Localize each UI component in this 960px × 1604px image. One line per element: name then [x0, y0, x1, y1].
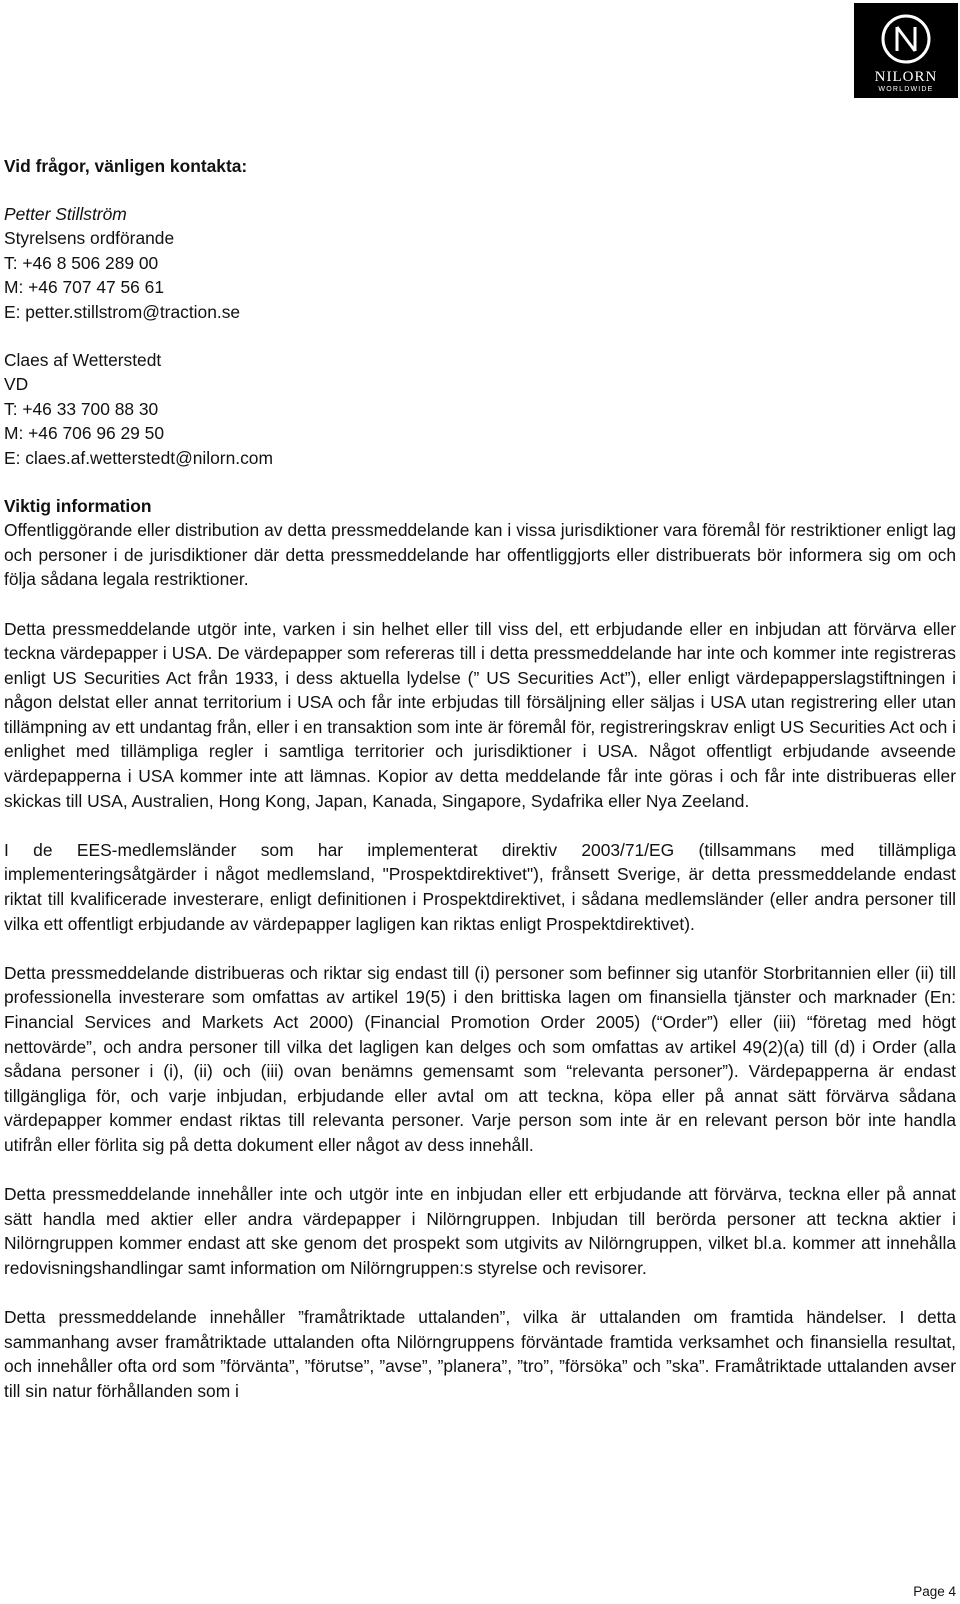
logo-brand: NILORN — [874, 69, 938, 85]
important-info-title: Viktig information — [4, 495, 152, 516]
contact-email[interactable]: E: petter.stillstrom@traction.se — [4, 301, 241, 322]
nilorn-monogram-icon — [880, 13, 932, 65]
contact-mobile: M: +46 706 96 29 50 — [4, 423, 165, 444]
logo-tagline: WORLDWIDE — [878, 86, 934, 93]
paragraph-restrictions: Offentliggörande eller distribution av detta pressmeddelande kan i vissa jurisdiktioner vara föremål för restriktioner enligt lag och personer i de jurisdiktioner där detta pressmeddelande har offentliggjorts eller distribuerats bör informera sig om och följa sådana legala restriktioner. — [4, 520, 956, 590]
contact-name: Claes af Wetterstedt — [4, 349, 162, 370]
paragraph-ees: I de EES-medlemsländer som har implementerat direktiv 2003/71/EG (tillsammans med tillämpliga implementeringsåtgärder i något medlemsland, "Prospektdirektivet"), frånsett Sverige, är detta pressmeddelande endast riktat till kvalificerade investerare, enligt definitionen i Prospektdirektivet, i sådana medlemsländer (eller andra personer till vilka ett offentligt erbjudande av värdepapper lagligen kan riktas enligt Prospektdirektivet). — [4, 839, 956, 934]
contact-phone: T: +46 33 700 88 30 — [4, 398, 159, 419]
paragraph-usa: Detta pressmeddelande utgör inte, varken i sin helhet eller till viss del, ett erbjudande eller en inbjudan att förvärva eller teckna värdepapper i USA. De värdepapper som refereras till i detta pressmeddelande har inte och kommer inte registreras enligt US Securities Act från 1933, i dess aktuella lydelse (” US Securities Act”), eller enligt värdepapperslagstiftningen i någon delstat eller annat territorium i USA och får inte erbjudas till försäljning eller säljas i USA utan registrering eller utan tillämpning av ett undantag från, eller i en transaktion som inte är föremål för, registreringskrav enligt US Securities Act och i enlighet med tillämpliga regler i samtliga territorier och jurisdiktioner i USA. Något offentligt erbjudande avseende värdepapperna i USA kommer inte att lämnas. Kopior av detta meddelande får inte göras i och får inte distribueras eller skickas till USA, Australien, Hong Kong, Japan, Kanada, Singapore, Sydafrika eller Nya Zeeland. — [4, 618, 956, 811]
contact-block-chairman — [4, 202, 956, 325]
page-number: Page 4 — [913, 1584, 956, 1599]
contact-block-ceo — [4, 348, 956, 471]
paragraph-forward-looking: Detta pressmeddelande innehåller ”framåtriktade uttalanden”, vilka är uttalanden om framtida händelser. I detta sammanhang avser framåtriktade uttalanden ofta Nilörngruppens förväntade framtida verksamhet och finansiella resultat, och innehåller ofta ord som ”förvänta”, ”förutse”, ”avse”, ”planera”, ”tro”, ”försöka” och ”ska”. Framåtriktade uttalanden avser till sin natur förhållanden som i — [4, 1307, 956, 1401]
contact-email[interactable]: E: claes.af.wetterstedt@nilorn.com — [4, 447, 273, 468]
paragraph-no-offer: Detta pressmeddelande innehåller inte och utgör inte en inbjudan eller ett erbjudande att förvärva, teckna eller på annat sätt handla med aktier eller andra värdepapper i Nilörngruppen. Inbjudan till berörda personer att teckna aktier i Nilörngruppen kommer endast att ske genom det prospekt som utgivits av Nilörngruppen, vilket bl.a. kommer att innehålla redovisningshandlingar samt information om Nilörngruppen:s styrelse och revisorer. — [4, 1184, 956, 1278]
contact-role: Styrelsens ordförande — [4, 228, 175, 249]
contact-name: Petter Stillström — [4, 203, 127, 224]
contact-mobile: M: +46 707 47 56 61 — [4, 277, 165, 298]
nilorn-logo — [854, 3, 958, 98]
contact-phone: T: +46 8 506 289 00 — [4, 252, 159, 273]
contact-role: VD — [4, 374, 29, 395]
document-body — [4, 154, 956, 1428]
contact-heading: Vid frågor, vänligen kontakta: — [4, 156, 248, 176]
paragraph-uk: Detta pressmeddelande distribueras och riktar sig endast till (i) personer som befinner sig utanför Storbritannien eller (ii) till professionella investerare som omfattas av artikel 19(5) i den brittiska lagen om finansiella tjänster och marknader (En: Financial Services and Markets Act 2000) (Financial Promotion Order 2005) (“Order”) eller (iii) “företag med högt nettovärde”, och andra personer till vilka det lagligen kan delges och som omfattas av artikel 49(2)(a) till (d) i Order (alla sådana personer i (i), (ii) och (iii) ovan benämns gemensamt som “relevanta personer”). Värdepapperna är endast tillgängliga för, och varje inbjudan, erbjudande eller avtal om att teckna, köpa eller på annat sätt förvärva sådana värdepapper kommer endast riktas till relevanta personer. Varje person som inte är en relevant person bör inte handla utifrån eller förlita sig på detta dokument eller något av dess innehåll. — [4, 962, 956, 1155]
